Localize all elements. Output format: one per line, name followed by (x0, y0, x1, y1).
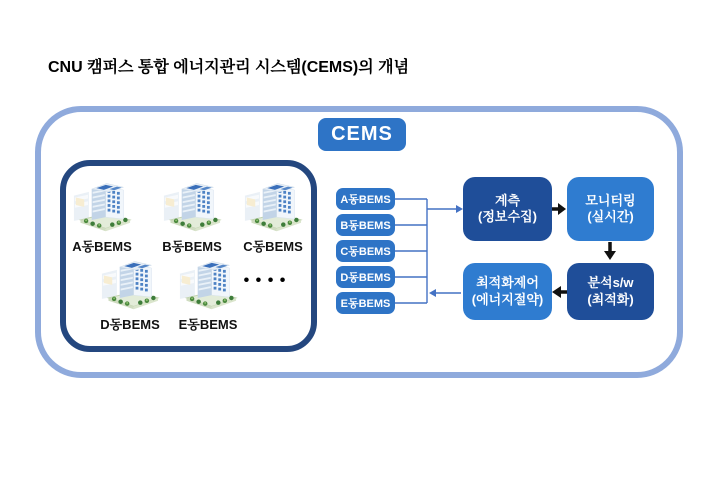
building-label: C동BEMS (243, 239, 303, 254)
cems-badge: CEMS (318, 118, 406, 151)
process-subtitle: (실시간) (587, 209, 634, 224)
process-title: 모니터링 (585, 192, 636, 208)
building-icon (237, 176, 309, 234)
building-icon (66, 176, 138, 234)
building-item (152, 176, 232, 255)
process-title: 최적화제어 (476, 275, 539, 291)
building-label: B동BEMS (162, 239, 222, 254)
bems-node-d: D동BEMS (336, 266, 395, 288)
building-item (62, 176, 142, 255)
bems-node-a: A동BEMS (336, 188, 395, 210)
process-step-control (463, 263, 552, 320)
building-label: D동BEMS (100, 317, 160, 332)
bems-node-e: E동BEMS (336, 292, 395, 314)
building-item (233, 176, 313, 255)
process-title: 분석s/w (587, 275, 634, 291)
building-icon (94, 254, 166, 312)
building-label: A동BEMS (72, 239, 132, 254)
building-item (90, 254, 170, 333)
ellipsis-dots: • • • • (243, 272, 287, 289)
process-subtitle: (최적화) (587, 291, 634, 307)
page-title: CNU 캠퍼스 통합 에너지관리 시스템(CEMS)의 개념 (48, 59, 410, 76)
process-step-analysis (567, 263, 654, 320)
process-step-monitoring (567, 177, 654, 241)
bems-node-b: B동BEMS (336, 214, 395, 236)
process-subtitle: (에너지절약) (471, 291, 544, 307)
building-icon (156, 176, 228, 234)
building-item (168, 254, 248, 333)
process-step-measure (463, 177, 552, 241)
building-label: E동BEMS (178, 317, 238, 332)
building-icon (172, 254, 244, 312)
process-title: 계측 (494, 192, 521, 208)
process-subtitle: (정보수집) (478, 209, 537, 224)
bems-node-c: C동BEMS (336, 240, 395, 262)
